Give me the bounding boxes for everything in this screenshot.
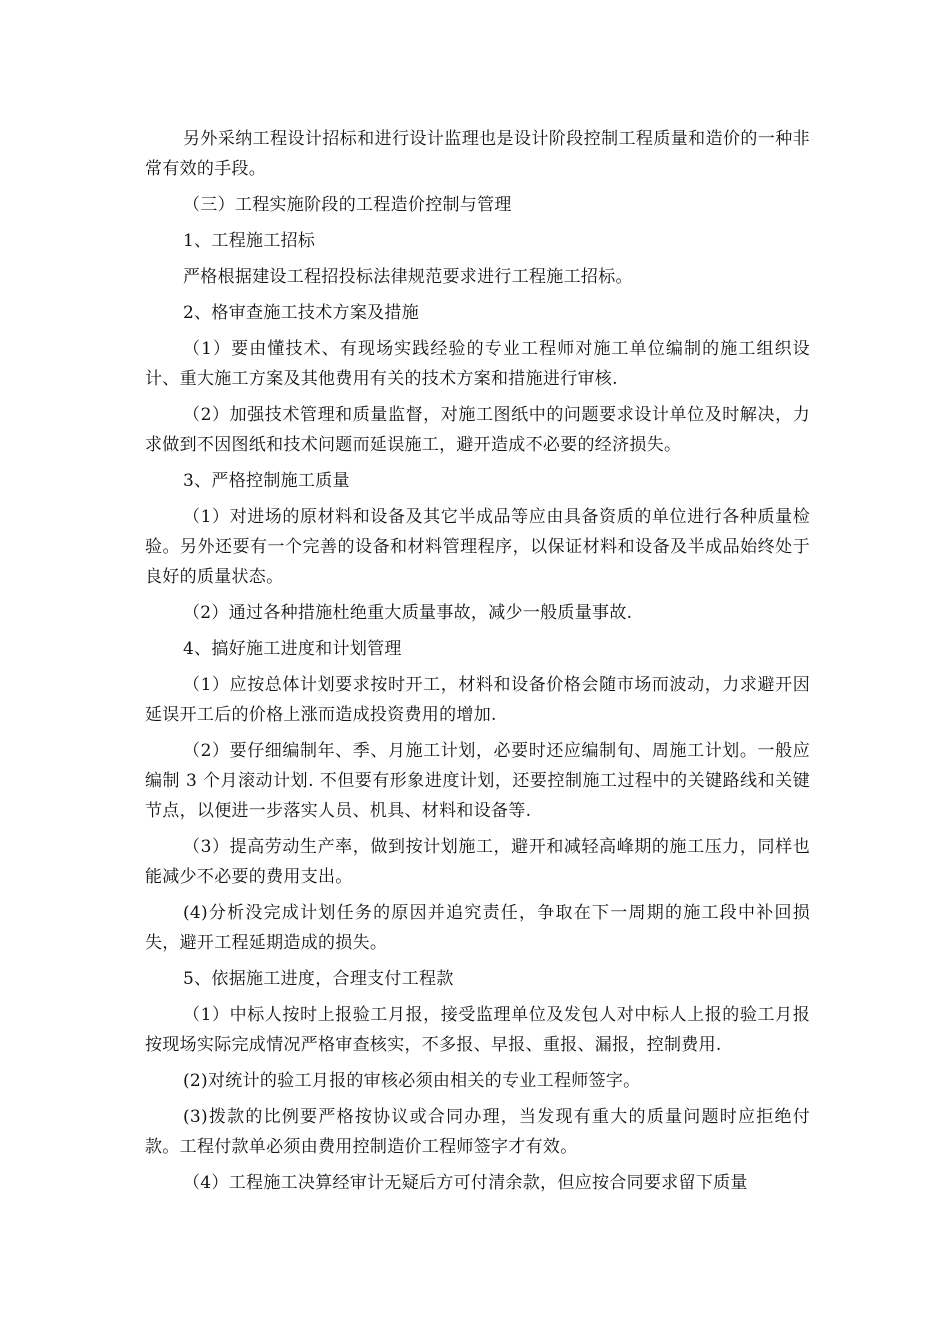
subheading-quality-control: 3、严格控制施工质量 (183, 471, 350, 491)
paragraph-payment-2: (2)对统计的验工月报的审核必须由相关的专业工程师签字。 (183, 1071, 641, 1091)
paragraph-payment-4: （4）工程施工决算经审计无疑后方可付清余款，但应按合同要求留下质量 (183, 1173, 748, 1193)
paragraph-review-plan-2: （2）加强技术管理和质量监督，对施工图纸中的问题要求设计单位及时解决，力求做到不因图纸和技术问题而延误施工，避开造成不必要的经济损失。 (145, 405, 810, 455)
subheading-schedule-management: 4、搞好施工进度和计划管理 (183, 639, 402, 659)
paragraph-schedule-2: （2）要仔细编制年、季、月施工计划，必要时还应编制旬、周施工计划。一般应编制 3 个月滚动计划. 不但要有形象进度计划，还要控制施工过程中的关键路线和关键节点，以便进一步落实人员、机具、材料和设备等. (145, 741, 810, 821)
paragraph-design-bidding: 另外采纳工程设计招标和进行设计监理也是设计阶段控制工程质量和造价的一种非常有效的手段。 (145, 129, 810, 179)
section-heading-implementation: （三）工程实施阶段的工程造价控制与管理 (183, 195, 512, 215)
paragraph-payment-1: （1）中标人按时上报验工月报，接受监理单位及发包人对中标人上报的验工月报按现场实际完成情况严格审查核实，不多报、早报、重报、漏报，控制费用. (145, 1005, 810, 1055)
subheading-construction-bidding: 1、工程施工招标 (183, 231, 316, 251)
subheading-payment: 5、依据施工进度，合理支付工程款 (183, 969, 454, 989)
paragraph-bidding-law: 严格根据建设工程招投标法律规范要求进行工程施工招标。 (183, 267, 633, 287)
paragraph-schedule-3: （3）提高劳动生产率，做到按计划施工，避开和减轻高峰期的施工压力，同样也能减少不必要的费用支出。 (145, 837, 810, 887)
paragraph-schedule-4: (4)分析没完成计划任务的原因并追究责任，争取在下一周期的施工段中补回损失，避开工程延期造成的损失。 (145, 903, 810, 953)
paragraph-payment-3: (3)拨款的比例要严格按协议或合同办理，当发现有重大的质量问题时应拒绝付款。工程付款单必须由费用控制造价工程师签字才有效。 (145, 1107, 810, 1157)
document-body (145, 124, 810, 1204)
paragraph-quality-2: （2）通过各种措施杜绝重大质量事故，减少一般质量事故. (183, 603, 633, 623)
paragraph-schedule-1: （1）应按总体计划要求按时开工，材料和设备价格会随市场而波动，力求避开因延误开工后的价格上涨而造成投资费用的增加. (145, 675, 810, 725)
subheading-review-plan: 2、格审查施工技术方案及措施 (183, 303, 420, 323)
paragraph-quality-1: （1）对进场的原材料和设备及其它半成品等应由具备资质的单位进行各种质量检验。另外还要有一个完善的设备和材料管理程序，以保证材料和设备及半成品始终处于良好的质量状态。 (145, 507, 810, 587)
paragraph-review-plan-1: （1）要由懂技术、有现场实践经验的专业工程师对施工单位编制的施工组织设计、重大施工方案及其他费用有关的技术方案和措施进行审核. (145, 339, 810, 389)
